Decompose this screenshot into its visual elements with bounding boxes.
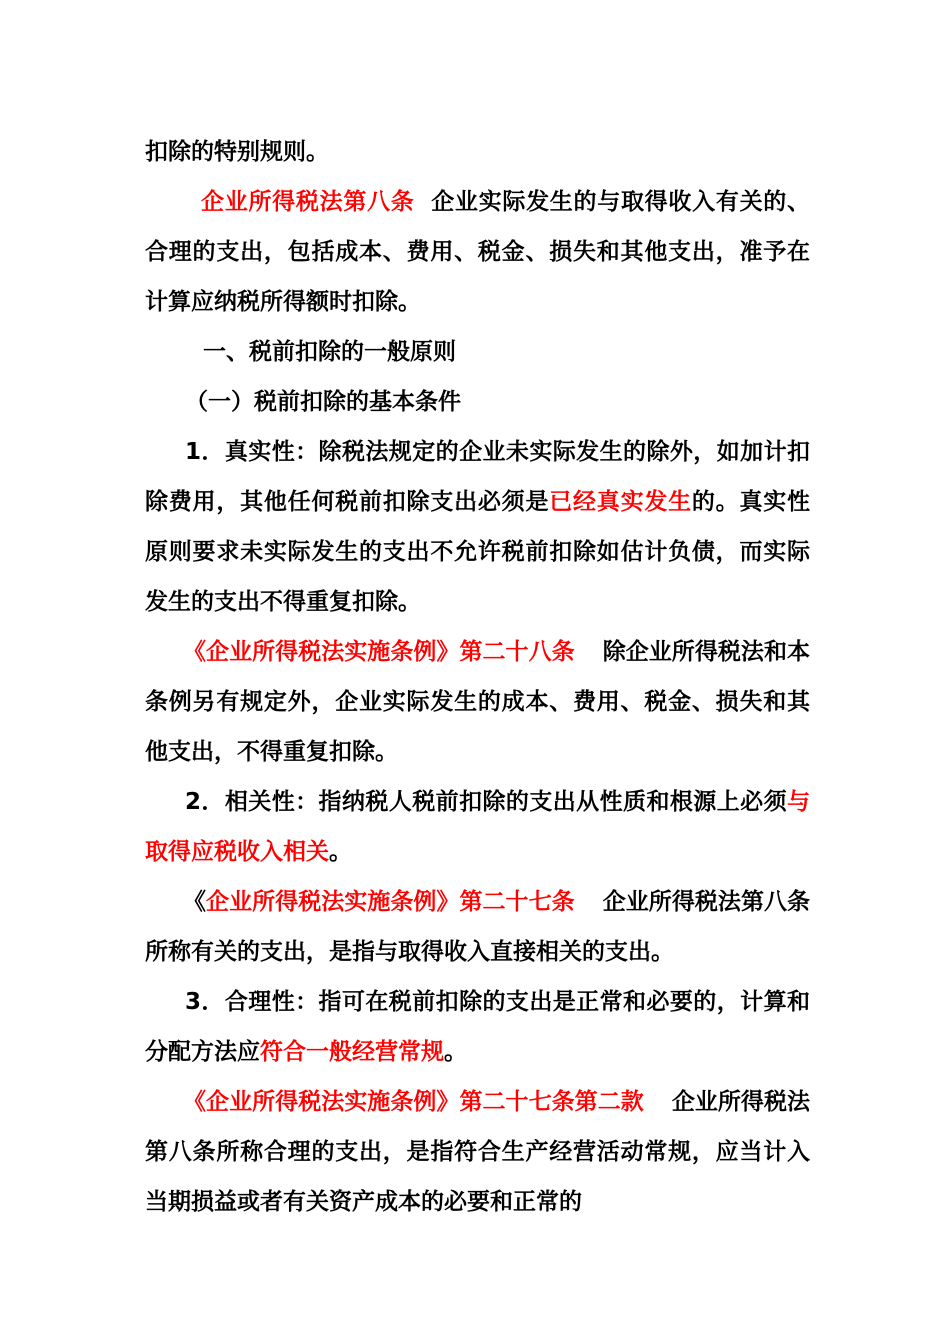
paragraph-text: 的。真实性原则要求未实际发生的支出不允许税前扣除如估计负债，而实际发生的支出不得重复扣除。	[145, 489, 811, 615]
law-reference: 《企业所得税法实施条例》第二十七条第二款	[183, 1089, 644, 1115]
section-heading	[145, 327, 810, 377]
paragraph-text: 3．合理性：指可在税前扣除的支出是正常和必要的，计算和分配方法应	[145, 989, 810, 1065]
paragraph-text: 企业所得税法第八条所称有关的支出，是指与取得收入直接相关的支出。	[145, 889, 811, 965]
paragraph-regulation-28	[145, 627, 810, 777]
document-body	[145, 127, 810, 1227]
paragraph-text: 企业实际发生的与取得收入有关的、合理的支出，包括成本、费用、税金、损失和其他支出，准予在计算应纳税所得额时扣除。	[145, 189, 811, 315]
emphasis-text: 与取得应税收入相关	[145, 789, 810, 865]
paragraph-text: 除企业所得税法和本条例另有规定外，企业实际发生的成本、费用、税金、损失和其他支出，不得重复扣除。	[145, 639, 811, 765]
paragraph-text: 。	[444, 1039, 467, 1065]
heading-text: 一、税前扣除的一般原则	[203, 339, 456, 365]
reference-bracket: 《	[183, 889, 207, 915]
paragraph-intro	[145, 127, 810, 177]
paragraph-text: 1．真实性：除税法规定的企业未实际发生的除外，如加计扣除费用，其他任何税前扣除支出必须是	[145, 439, 810, 515]
paragraph-regulation-27	[145, 877, 810, 977]
paragraph-relevance	[145, 777, 810, 877]
emphasis-text: 已经真实发生	[549, 489, 692, 515]
heading-text: （一）税前扣除的基本条件	[185, 389, 461, 415]
paragraph-text: 2．相关性：指纳税人税前扣除的支出从性质和根源上必须	[185, 789, 787, 815]
paragraph-text: 。	[329, 839, 352, 865]
law-reference: 企业所得税法实施条例》第二十七条	[206, 889, 575, 915]
law-reference: 企业所得税法第八条	[201, 189, 415, 215]
paragraph-regulation-27-clause-2	[145, 1077, 810, 1227]
paragraph-authenticity	[145, 427, 810, 627]
paragraph-text: 扣除的特别规则。	[145, 139, 329, 165]
law-reference: 《企业所得税法实施条例》第二十八条	[183, 639, 575, 665]
paragraph-article-8	[145, 177, 810, 327]
paragraph-reasonableness	[145, 977, 810, 1077]
emphasis-text: 符合一般经营常规	[260, 1039, 444, 1065]
subsection-heading	[145, 377, 810, 427]
paragraph-text: 企业所得税法第八条所称合理的支出，是指符合生产经营活动常规，应当计入当期损益或者有关资产成本的必要和正常的	[145, 1089, 811, 1215]
